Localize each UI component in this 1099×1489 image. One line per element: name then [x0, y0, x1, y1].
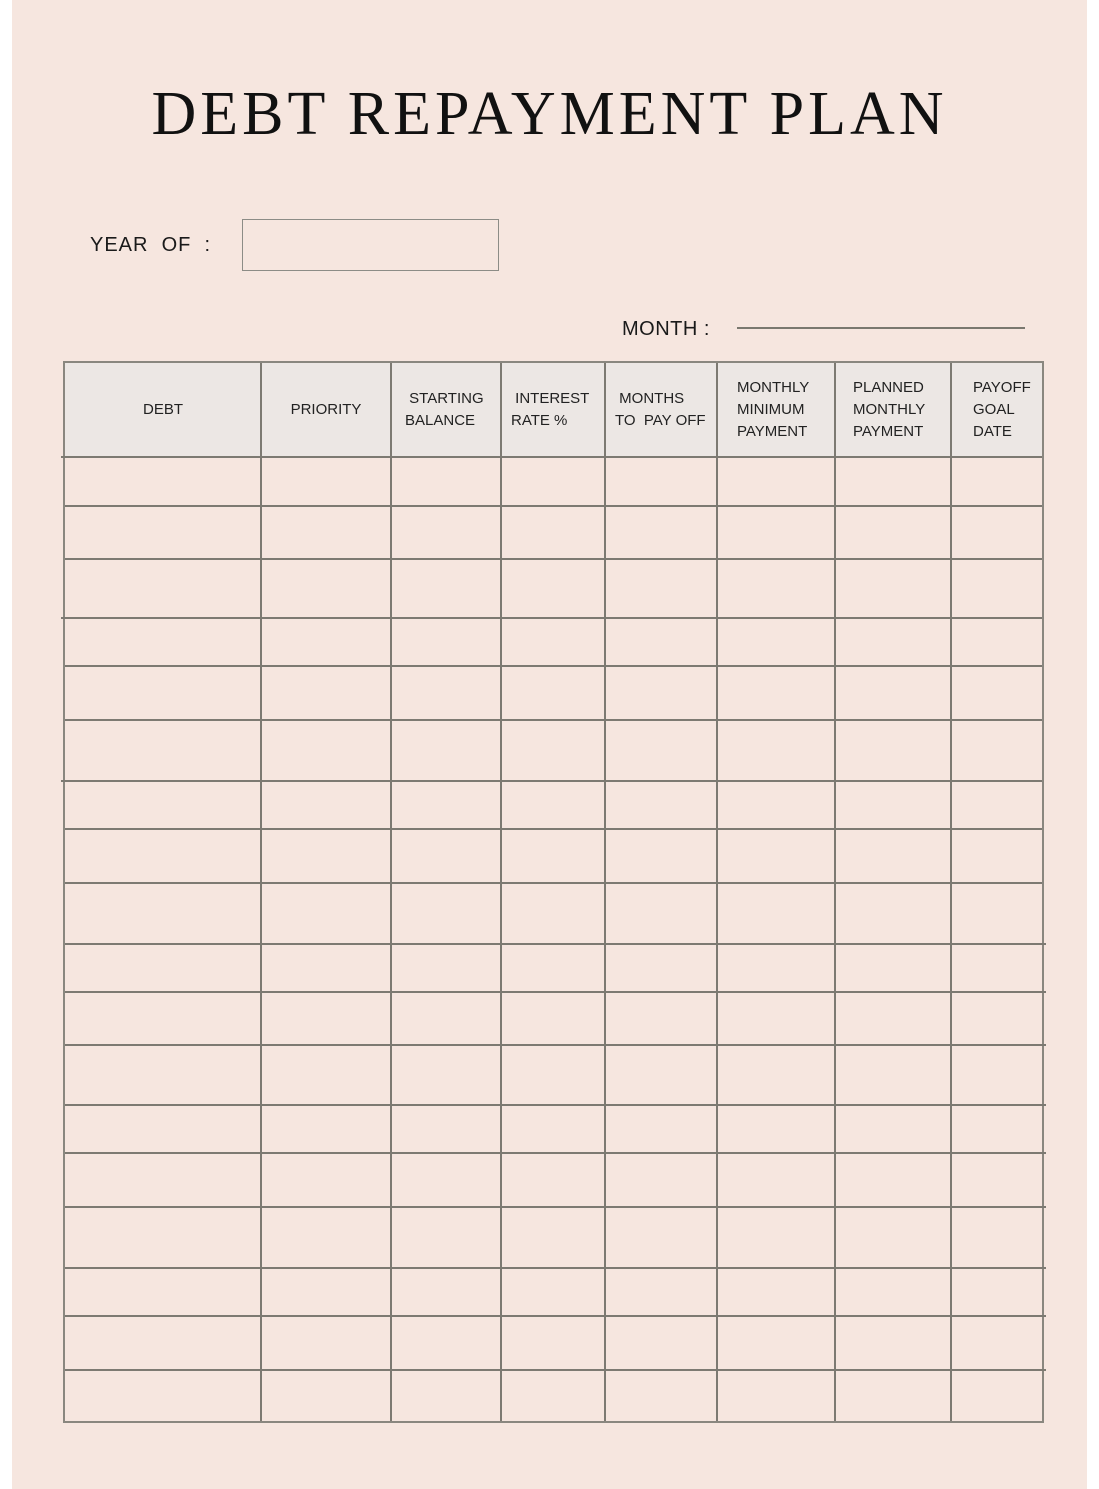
column-divider	[950, 363, 952, 1421]
table-cell-interest-rate[interactable]	[503, 721, 603, 778]
table-cell-monthly-minimum-payment[interactable]	[719, 782, 833, 826]
table-cell-starting-balance[interactable]	[393, 782, 499, 826]
table-cell-months-to-pay-off[interactable]	[607, 1106, 715, 1150]
debt-table	[63, 361, 1044, 1423]
header-line: PAYOFF	[973, 378, 1031, 396]
table-cell-months-to-pay-off[interactable]	[607, 1046, 715, 1102]
table-cell-months-to-pay-off[interactable]	[607, 1154, 715, 1204]
table-cell-monthly-minimum-payment[interactable]	[719, 1317, 833, 1367]
table-cell-interest-rate[interactable]	[503, 993, 603, 1042]
table-cell-debt[interactable]	[67, 667, 259, 717]
header-payoff-goal-date	[951, 363, 1042, 456]
table-cell-planned-monthly-payment[interactable]	[837, 560, 949, 615]
table-cell-starting-balance[interactable]	[393, 1046, 499, 1102]
table-cell-priority[interactable]	[263, 830, 389, 880]
column-divider	[260, 363, 262, 1421]
table-cell-planned-monthly-payment[interactable]	[837, 667, 949, 717]
table-cell-payoff-goal-date[interactable]	[953, 560, 1040, 615]
header-priority	[261, 363, 391, 456]
table-cell-priority[interactable]	[263, 1046, 389, 1102]
table-cell-debt[interactable]	[67, 1208, 259, 1265]
month-input-line[interactable]	[737, 327, 1025, 329]
table-cell-priority[interactable]	[263, 507, 389, 556]
table-cell-priority[interactable]	[263, 458, 389, 503]
header-planned-monthly-payment	[835, 363, 951, 456]
header-monthly-minimum-payment	[717, 363, 835, 456]
table-cell-starting-balance[interactable]	[393, 1269, 499, 1313]
table-cell-debt[interactable]	[67, 721, 259, 778]
header-line: MONTHLY	[737, 378, 810, 396]
table-cell-interest-rate[interactable]	[503, 458, 603, 503]
table-cell-planned-monthly-payment[interactable]	[837, 1154, 949, 1204]
table-cell-starting-balance[interactable]	[393, 884, 499, 941]
table-cell-payoff-goal-date[interactable]	[953, 619, 1040, 663]
table-cell-priority[interactable]	[263, 1269, 389, 1313]
table-cell-monthly-minimum-payment[interactable]	[719, 1208, 833, 1265]
table-cell-planned-monthly-payment[interactable]	[837, 619, 949, 663]
table-cell-priority[interactable]	[263, 884, 389, 941]
page-title: DEBT REPAYMENT PLAN	[151, 80, 948, 148]
table-cell-starting-balance[interactable]	[393, 1106, 499, 1150]
table-cell-payoff-goal-date[interactable]	[953, 884, 1040, 941]
column-divider	[604, 363, 606, 1421]
table-cell-months-to-pay-off[interactable]	[607, 1269, 715, 1313]
table-cell-interest-rate[interactable]	[503, 884, 603, 941]
table-cell-payoff-goal-date[interactable]	[953, 830, 1040, 880]
table-cell-planned-monthly-payment[interactable]	[837, 993, 949, 1042]
header-months-to-pay-off	[605, 363, 717, 456]
header-line: PAYMENT	[853, 422, 924, 440]
table-cell-payoff-goal-date[interactable]	[953, 1317, 1040, 1367]
table-cell-interest-rate[interactable]	[503, 507, 603, 556]
table-cell-debt[interactable]	[67, 782, 259, 826]
table-cell-months-to-pay-off[interactable]	[607, 560, 715, 615]
header-line: BALANCE	[405, 411, 476, 429]
header-line: PAYMENT	[737, 422, 808, 440]
table-cell-starting-balance[interactable]	[393, 1317, 499, 1367]
table-cell-monthly-minimum-payment[interactable]	[719, 560, 833, 615]
table-cell-interest-rate[interactable]	[503, 667, 603, 717]
table-cell-debt[interactable]	[67, 1269, 259, 1313]
table-cell-planned-monthly-payment[interactable]	[837, 1208, 949, 1265]
table-cell-priority[interactable]	[263, 619, 389, 663]
table-cell-payoff-goal-date[interactable]	[953, 721, 1040, 778]
table-cell-starting-balance[interactable]	[393, 560, 499, 615]
table-cell-planned-monthly-payment[interactable]	[837, 830, 949, 880]
table-cell-priority[interactable]	[263, 560, 389, 615]
table-cell-priority[interactable]	[263, 993, 389, 1042]
table-cell-starting-balance[interactable]	[393, 721, 499, 778]
table-cell-starting-balance[interactable]	[393, 1208, 499, 1265]
table-cell-monthly-minimum-payment[interactable]	[719, 619, 833, 663]
table-cell-interest-rate[interactable]	[503, 560, 603, 615]
header-line: STARTING	[405, 389, 484, 407]
table-cell-monthly-minimum-payment[interactable]	[719, 458, 833, 503]
table-cell-payoff-goal-date[interactable]	[953, 1269, 1040, 1313]
table-cell-payoff-goal-date[interactable]	[953, 1208, 1040, 1265]
table-cell-monthly-minimum-payment[interactable]	[719, 507, 833, 556]
table-cell-monthly-minimum-payment[interactable]	[719, 1154, 833, 1204]
table-cell-starting-balance[interactable]	[393, 667, 499, 717]
table-cell-months-to-pay-off[interactable]	[607, 667, 715, 717]
header-starting-balance	[391, 363, 501, 456]
table-cell-planned-monthly-payment[interactable]	[837, 884, 949, 941]
table-cell-monthly-minimum-payment[interactable]	[719, 945, 833, 989]
table-cell-planned-monthly-payment[interactable]	[837, 945, 949, 989]
table-cell-priority[interactable]	[263, 1317, 389, 1367]
header-line: DATE	[973, 422, 1012, 440]
header-line: TO PAY OFF	[615, 411, 706, 429]
table-cell-payoff-goal-date[interactable]	[953, 945, 1040, 989]
header-line: INTEREST	[511, 389, 590, 407]
table-cell-payoff-goal-date[interactable]	[953, 1046, 1040, 1102]
table-cell-months-to-pay-off[interactable]	[607, 1208, 715, 1265]
table-cell-priority[interactable]	[263, 945, 389, 989]
table-cell-interest-rate[interactable]	[503, 1046, 603, 1102]
table-cell-payoff-goal-date[interactable]	[953, 667, 1040, 717]
table-cell-debt[interactable]	[67, 945, 259, 989]
table-cell-payoff-goal-date[interactable]	[953, 782, 1040, 826]
table-cell-months-to-pay-off[interactable]	[607, 458, 715, 503]
table-cell-interest-rate[interactable]	[503, 782, 603, 826]
table-cell-interest-rate[interactable]	[503, 1317, 603, 1367]
table-cell-debt[interactable]	[67, 619, 259, 663]
table-cell-priority[interactable]	[263, 1106, 389, 1150]
header-line: PLANNED	[853, 378, 924, 396]
header-line: RATE %	[511, 411, 568, 429]
table-cell-debt[interactable]	[67, 1317, 259, 1367]
table-cell-starting-balance[interactable]	[393, 945, 499, 989]
header-line: GOAL	[973, 400, 1015, 418]
table-cell-interest-rate[interactable]	[503, 1208, 603, 1265]
table-cell-payoff-goal-date[interactable]	[953, 458, 1040, 503]
table-cell-months-to-pay-off[interactable]	[607, 721, 715, 778]
header-interest-rate	[501, 363, 605, 456]
column-divider	[390, 363, 392, 1421]
table-cell-planned-monthly-payment[interactable]	[837, 1046, 949, 1102]
header-line: MONTHS	[615, 389, 685, 407]
table-cell-priority[interactable]	[263, 1371, 389, 1419]
table-cell-payoff-goal-date[interactable]	[953, 1106, 1040, 1150]
table-cell-planned-monthly-payment[interactable]	[837, 782, 949, 826]
table-cell-months-to-pay-off[interactable]	[607, 1317, 715, 1367]
table-cell-planned-monthly-payment[interactable]	[837, 721, 949, 778]
table-cell-interest-rate[interactable]	[503, 1154, 603, 1204]
table-cell-interest-rate[interactable]	[503, 830, 603, 880]
table-cell-starting-balance[interactable]	[393, 993, 499, 1042]
table-cell-monthly-minimum-payment[interactable]	[719, 1269, 833, 1313]
table-cell-interest-rate[interactable]	[503, 1269, 603, 1313]
table-cell-debt[interactable]	[67, 1371, 259, 1419]
month-label: MONTH :	[622, 318, 710, 340]
table-cell-payoff-goal-date[interactable]	[953, 1154, 1040, 1204]
table-cell-monthly-minimum-payment[interactable]	[719, 1046, 833, 1102]
table-cell-debt[interactable]	[67, 507, 259, 556]
table-cell-priority[interactable]	[263, 667, 389, 717]
table-cell-starting-balance[interactable]	[393, 1371, 499, 1419]
header-debt	[65, 363, 261, 456]
table-cell-interest-rate[interactable]	[503, 619, 603, 663]
table-cell-months-to-pay-off[interactable]	[607, 507, 715, 556]
header-line: DEBT	[142, 400, 183, 418]
table-cell-planned-monthly-payment[interactable]	[837, 1371, 949, 1419]
year-input-box[interactable]	[242, 219, 499, 271]
table-cell-payoff-goal-date[interactable]	[953, 507, 1040, 556]
table-cell-debt[interactable]	[67, 884, 259, 941]
table-cell-monthly-minimum-payment[interactable]	[719, 1371, 833, 1419]
table-cell-monthly-minimum-payment[interactable]	[719, 884, 833, 941]
table-cell-months-to-pay-off[interactable]	[607, 945, 715, 989]
table-cell-debt[interactable]	[67, 1106, 259, 1150]
table-cell-priority[interactable]	[263, 782, 389, 826]
table-cell-debt[interactable]	[67, 1154, 259, 1204]
table-cell-debt[interactable]	[67, 560, 259, 615]
table-cell-starting-balance[interactable]	[393, 619, 499, 663]
column-divider	[834, 363, 836, 1421]
table-cell-planned-monthly-payment[interactable]	[837, 1106, 949, 1150]
table-cell-months-to-pay-off[interactable]	[607, 993, 715, 1042]
table-cell-interest-rate[interactable]	[503, 1371, 603, 1419]
table-cell-starting-balance[interactable]	[393, 507, 499, 556]
table-cell-starting-balance[interactable]	[393, 458, 499, 503]
table-cell-months-to-pay-off[interactable]	[607, 1371, 715, 1419]
table-cell-debt[interactable]	[67, 1046, 259, 1102]
table-cell-planned-monthly-payment[interactable]	[837, 458, 949, 503]
table-cell-planned-monthly-payment[interactable]	[837, 1269, 949, 1313]
table-cell-monthly-minimum-payment[interactable]	[719, 830, 833, 880]
header-line: MONTHLY	[853, 400, 926, 418]
table-cell-months-to-pay-off[interactable]	[607, 619, 715, 663]
column-divider	[500, 363, 502, 1421]
table-cell-payoff-goal-date[interactable]	[953, 1371, 1040, 1419]
table-cell-planned-monthly-payment[interactable]	[837, 1317, 949, 1367]
table-cell-monthly-minimum-payment[interactable]	[719, 721, 833, 778]
table-cell-priority[interactable]	[263, 721, 389, 778]
header-line: PRIORITY	[290, 400, 362, 418]
table-cell-starting-balance[interactable]	[393, 1154, 499, 1204]
table-cell-monthly-minimum-payment[interactable]	[719, 667, 833, 717]
table-cell-planned-monthly-payment[interactable]	[837, 507, 949, 556]
table-cell-months-to-pay-off[interactable]	[607, 830, 715, 880]
table-cell-months-to-pay-off[interactable]	[607, 782, 715, 826]
table-cell-debt[interactable]	[67, 830, 259, 880]
year-label: YEAR OF :	[90, 234, 212, 256]
table-cell-months-to-pay-off[interactable]	[607, 884, 715, 941]
table-cell-monthly-minimum-payment[interactable]	[719, 1106, 833, 1150]
table-cell-payoff-goal-date[interactable]	[953, 993, 1040, 1042]
header-line: MINIMUM	[737, 400, 805, 418]
table-cell-starting-balance[interactable]	[393, 830, 499, 880]
table-cell-interest-rate[interactable]	[503, 1106, 603, 1150]
table-cell-priority[interactable]	[263, 1208, 389, 1265]
table-cell-monthly-minimum-payment[interactable]	[719, 993, 833, 1042]
table-cell-priority[interactable]	[263, 1154, 389, 1204]
table-cell-debt[interactable]	[67, 458, 259, 503]
table-cell-debt[interactable]	[67, 993, 259, 1042]
column-divider	[716, 363, 718, 1421]
table-cell-interest-rate[interactable]	[503, 945, 603, 989]
